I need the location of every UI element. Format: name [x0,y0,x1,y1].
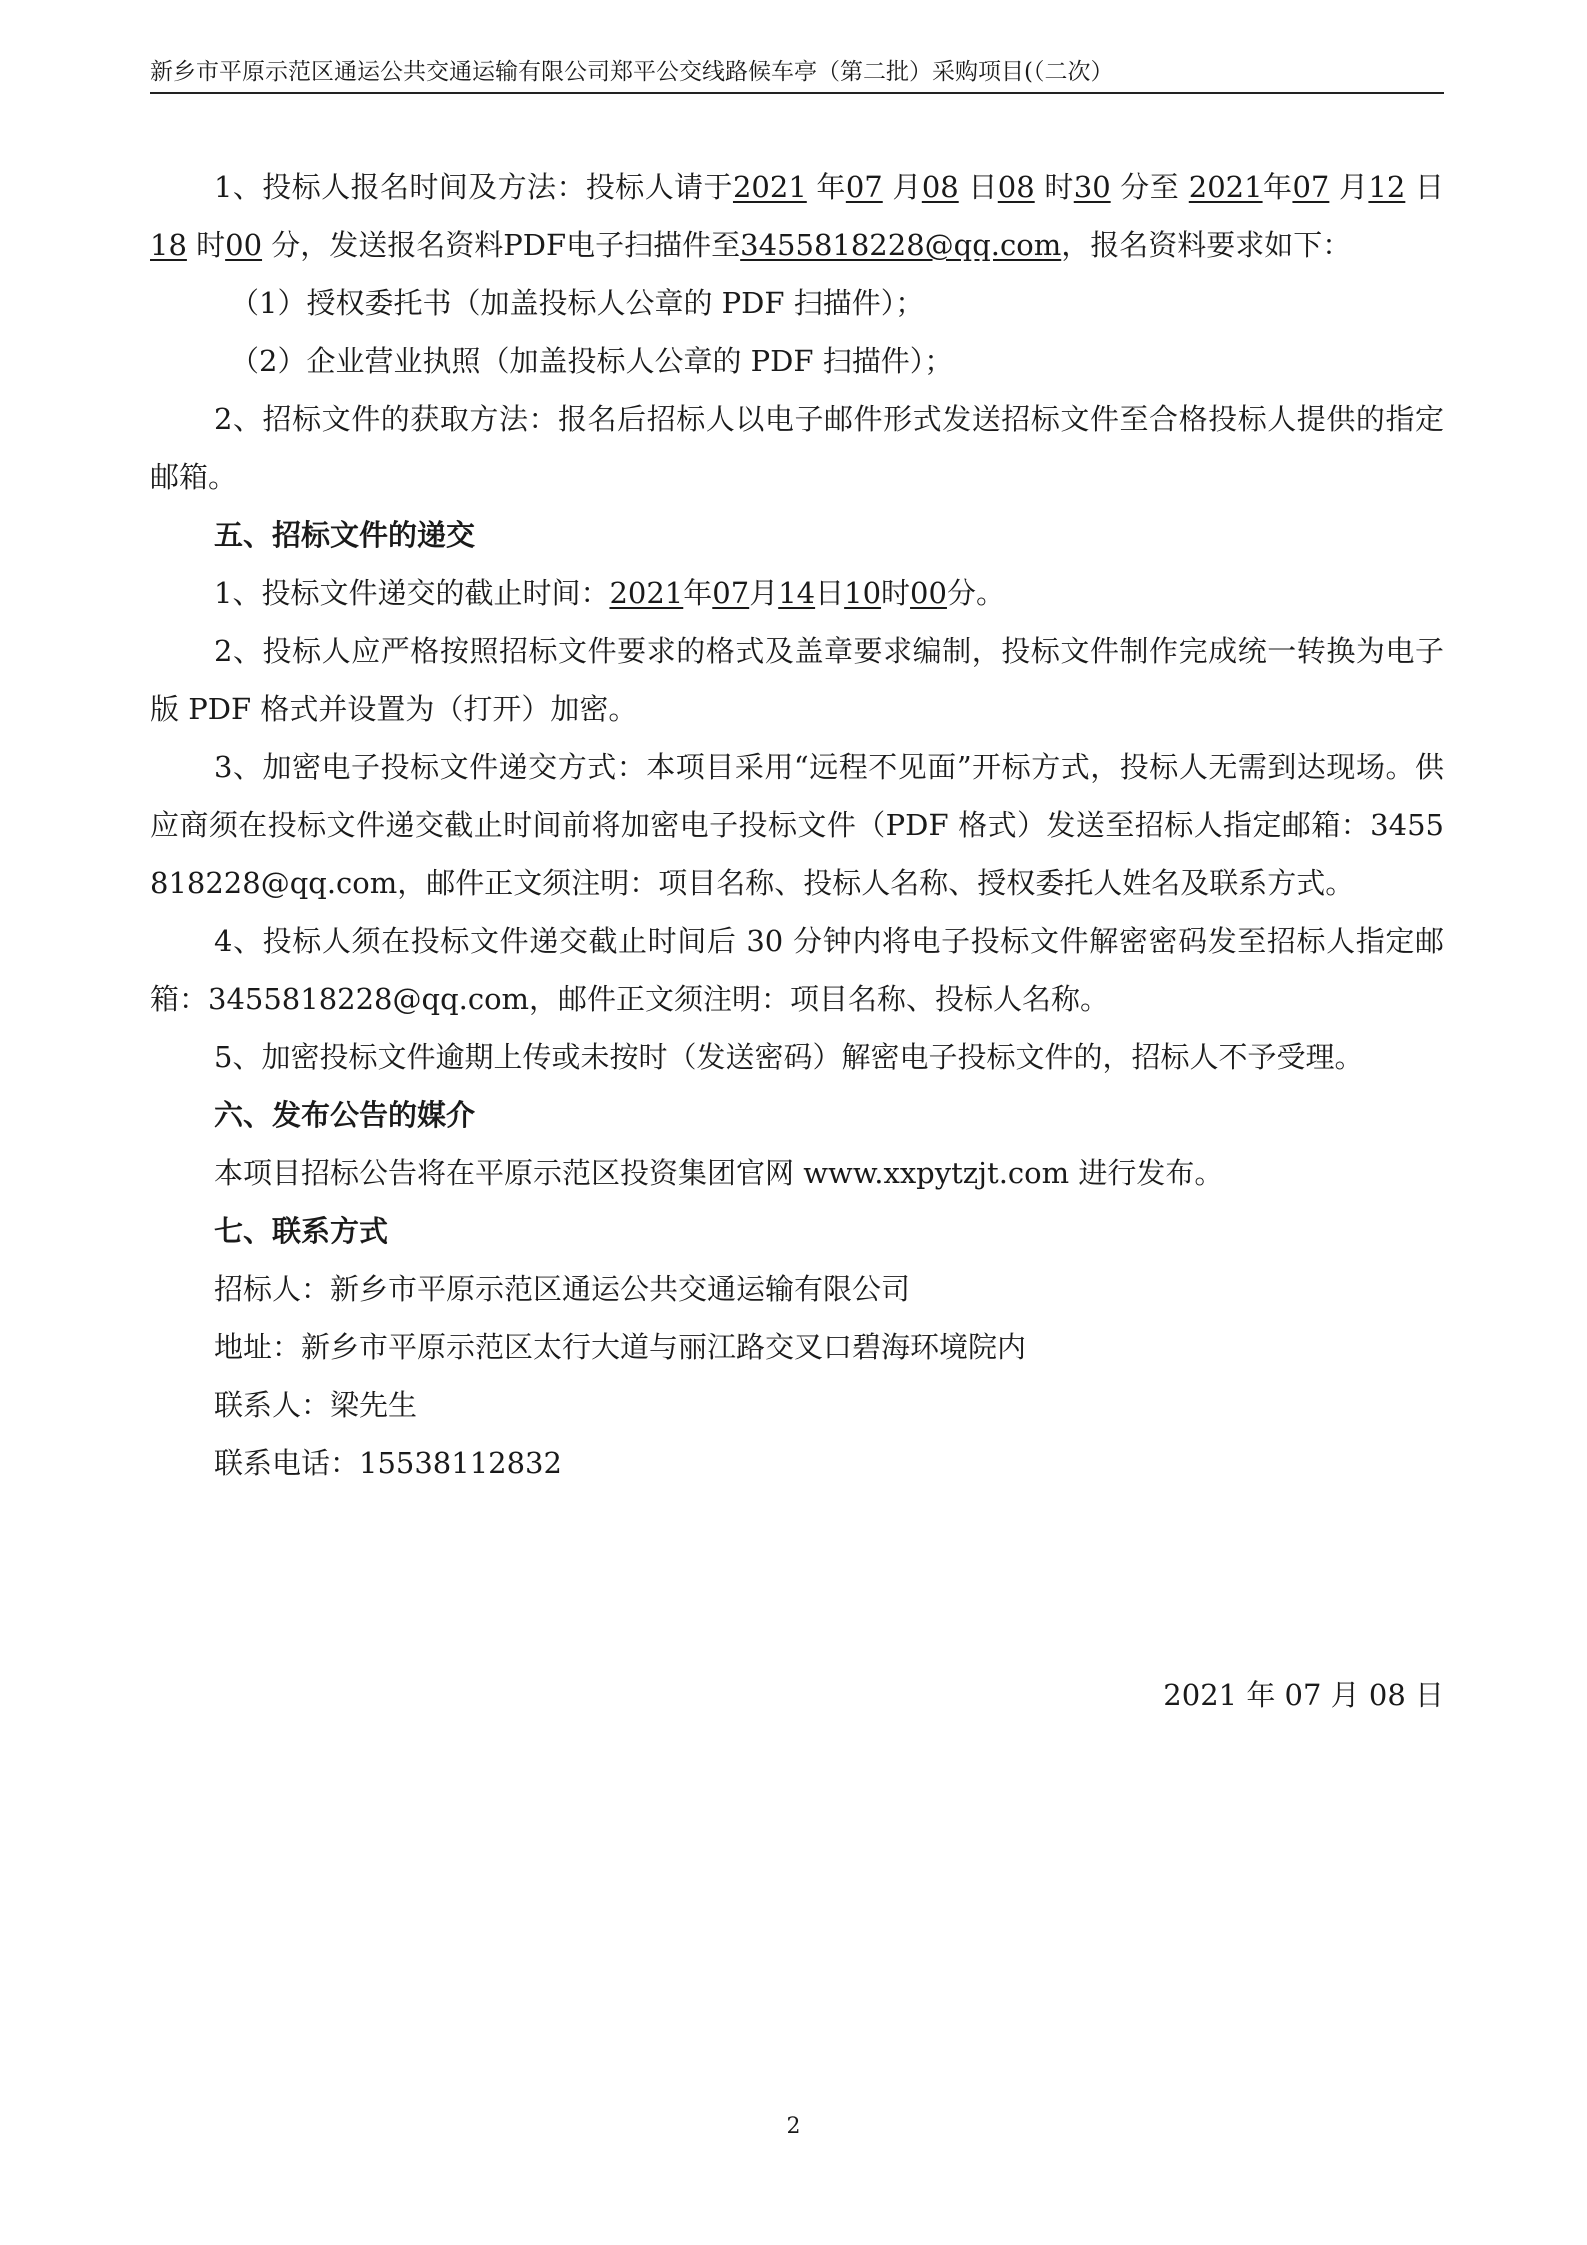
deadline-unit-year: 年 [683,576,713,610]
page-header: 新乡市平原示范区通运公共交通运输有限公司郑平公交线路候车亭（第二批）采购项目(（二次） [150,59,1114,85]
deadline-month: 07 [712,576,750,610]
media-paragraph: 本项目招标公告将在平原示范区投资集团官网 www.xxpytzjt.com 进行发布。 [214,1156,1224,1190]
deadline-unit-month: 月 [749,576,779,610]
contact-person-line: 联系人：梁先生 [214,1388,418,1422]
deadline-unit-hour: 时 [881,576,911,610]
start-month: 07 [845,170,883,204]
format-paragraph: 2、投标人应严格按照招标文件要求的格式及盖章要求编制，投标文件制作完成统一转换为电子版 PDF 格式并设置为（打开）加密。 [150,634,1444,726]
deadline-day: 14 [778,576,816,610]
start-minute: 30 [1073,170,1111,204]
registration-paragraph [150,158,1444,274]
header-divider [150,92,1444,94]
tenderer-line: 招标人：新乡市平原示范区通运公共交通运输有限公司 [214,1272,911,1306]
submission-paragraph: 3、加密电子投标文件递交方式：本项目采用“远程不见面”开标方式，投标人无需到达现场。供应商须在投标文件递交截止时间前将加密电子投标文件（PDF 格式）发送至招标人指定邮箱：3455818228@qq.com，邮件正文须注明：项目名称、投标人名称、授权委托人姓名及联系方式。 [150,750,1444,900]
password-paragraph: 4、投标人须在投标文件递交截止时间后 30 分钟内将电子投标文件解密密码发至招标人指定邮箱：3455818228@qq.com，邮件正文须注明：项目名称、投标人名称。 [150,924,1444,1016]
start-day: 08 [921,170,959,204]
unit-year: 年 [816,170,846,204]
requirement-item-2: （2）企业营业执照（加盖投标人公章的 PDF 扫描件）； [230,344,954,378]
end-day: 12 [1368,170,1406,204]
registration-intro: 1、投标人报名时间及方法：投标人请于 [214,170,733,204]
deadline-hour: 10 [844,576,882,610]
unit-hour-2: 时 [196,228,226,262]
acquire-paragraph: 2、招标文件的获取方法：报名后招标人以电子邮件形式发送招标文件至合格投标人提供的指定邮箱。 [150,402,1444,494]
unit-minute-to: 分至 [1120,170,1180,204]
deadline-unit-day: 日 [815,576,845,610]
address-line: 地址：新乡市平原示范区太行大道与丽江路交叉口碧海环境院内 [214,1330,1027,1364]
document-body [150,158,1444,1492]
registration-email-link[interactable]: 3455818228@qq.com [740,228,1062,262]
unit-day-2: 日 [1414,170,1444,204]
section-7-heading: 七、联系方式 [214,1214,389,1248]
section-5-heading: 五、招标文件的递交 [214,518,476,552]
start-year: 2021 [732,170,807,204]
late-submission-paragraph: 5、加密投标文件逾期上传或未按时（发送密码）解密电子投标文件的，招标人不予受理。 [214,1040,1364,1074]
unit-day: 日 [968,170,998,204]
deadline-unit-minute: 分。 [946,576,1005,610]
end-hour: 18 [150,228,187,262]
unit-hour: 时 [1044,170,1074,204]
document-date: 2021 年 07 月 08 日 [1163,1678,1444,1712]
section-6-heading: 六、发布公告的媒介 [214,1098,476,1132]
registration-tail: ，报名资料要求如下： [1061,228,1352,262]
start-hour: 08 [997,170,1035,204]
unit-month: 月 [892,170,922,204]
deadline-minute: 00 [910,576,947,610]
registration-after: 分，发送报名资料PDF电子扫描件至 [271,228,741,262]
deadline-paragraph [150,564,1444,622]
phone-line: 联系电话：15538112832 [214,1446,562,1480]
deadline-year: 2021 [609,576,684,610]
page-number: 2 [786,2114,801,2139]
requirement-item-1: （1）授权委托书（加盖投标人公章的 PDF 扫描件）； [230,286,925,320]
end-month: 07 [1292,170,1330,204]
unit-month-2: 月 [1338,170,1369,204]
end-year: 2021 [1188,170,1263,204]
deadline-prefix: 1、投标文件递交的截止时间： [214,576,610,610]
end-minute: 00 [225,228,263,262]
unit-year-2: 年 [1262,170,1293,204]
